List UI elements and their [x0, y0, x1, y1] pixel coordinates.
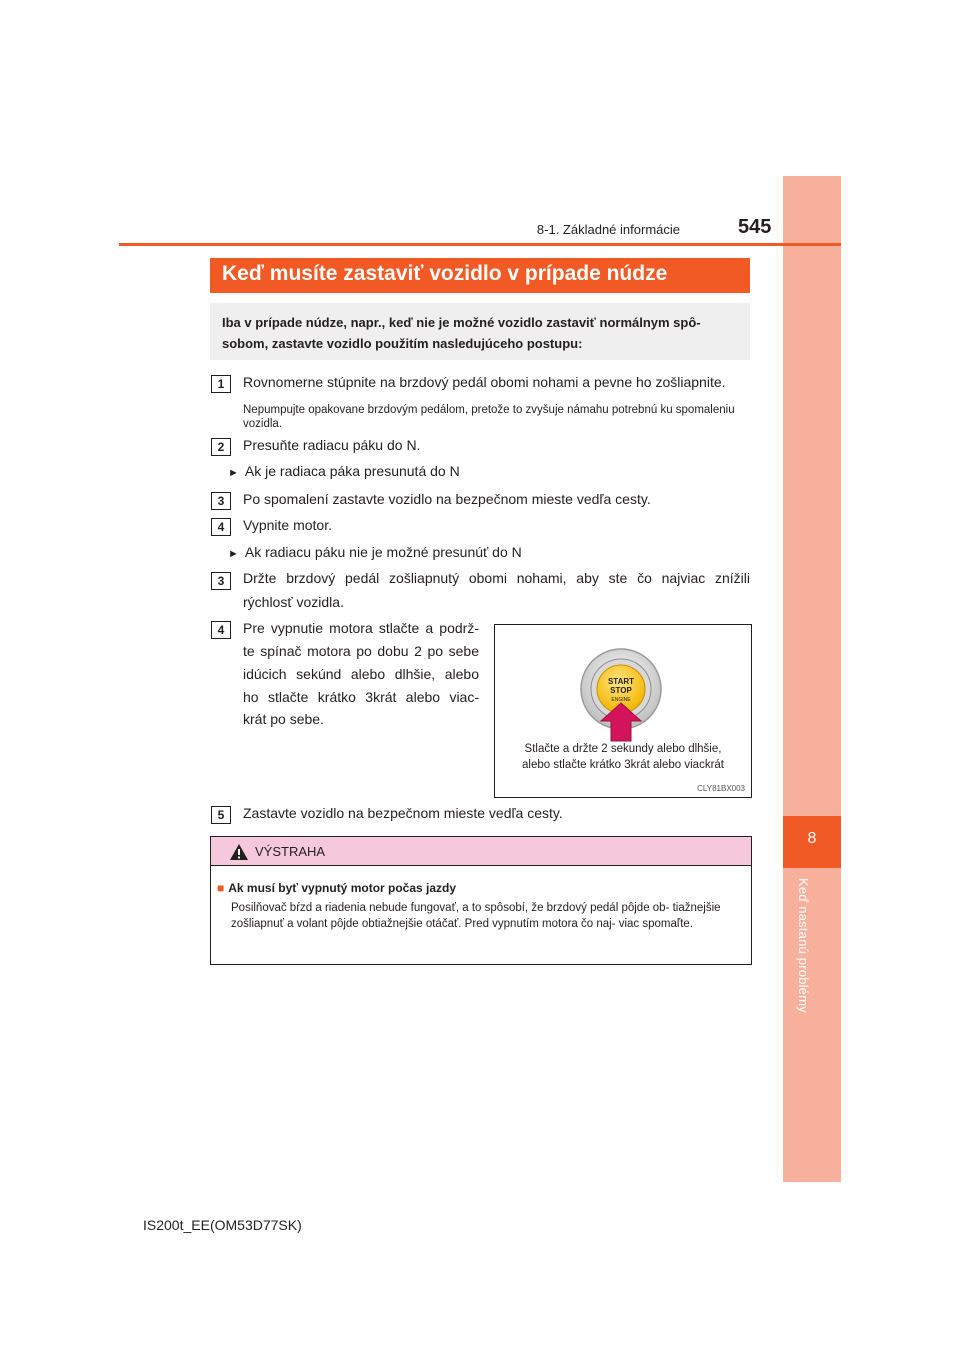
- warning-body: Posilňovač bŕzd a riadenia nebude fungovať, a to spôsobí, že brzdový pedál pôjde ob- tiažnejšie zošliapnuť a volant pôjde obtiažnejšie otáčať. Pred vypnutím motora čo naj- viac spomaľte.: [231, 902, 721, 930]
- page-number: 545: [738, 216, 772, 238]
- step-number: 1: [211, 375, 231, 393]
- step-text-line: ho stlačte krátko 3krát alebo viac-: [243, 689, 479, 705]
- chapter-number: 8: [807, 830, 817, 847]
- intro-box: [210, 303, 750, 360]
- section-title-bar: [210, 258, 750, 293]
- step-text: Vypnite motor.: [243, 517, 332, 533]
- chapter-label-text: Keď nastanú problémy: [796, 878, 811, 1013]
- step-number: 4: [211, 621, 231, 639]
- step-text: Po spomalení zastavte vozidlo na bezpečnom mieste vedľa cesty.: [243, 491, 651, 507]
- condition-text: Ak radiacu páku nie je možné presunúť do N: [244, 544, 522, 560]
- condition-line: [228, 544, 522, 560]
- figure-caption: [499, 741, 747, 773]
- caption-line: alebo stlačte krátko 3krát alebo viackrát: [522, 759, 724, 771]
- step-number: 3: [211, 492, 231, 510]
- condition-text: Ak je radiaca páka presunutá do N: [244, 463, 460, 479]
- section-header: 8-1. Základné informácie: [536, 222, 680, 237]
- section-title: Keď musíte zastaviť vozidlo v prípade núdze: [222, 262, 668, 285]
- engine-switch-illustration: [495, 625, 751, 745]
- button-label: STOP: [610, 686, 632, 695]
- arrow-right-icon: ►: [228, 548, 239, 560]
- step-text: Držte brzdový pedál zošliapnutý obomi nohami, aby ste čo najviac znížili: [243, 570, 750, 586]
- warning-box: [210, 836, 752, 965]
- step-text: Presuňte radiacu páku do N.: [243, 437, 421, 453]
- warning-triangle-icon: [229, 843, 249, 861]
- arrow-right-icon: ►: [228, 467, 239, 479]
- step-number: 5: [211, 806, 231, 824]
- button-label: ENGINE: [611, 697, 631, 703]
- caption-line: Stlačte a držte 2 sekundy alebo dlhšie,: [524, 743, 722, 755]
- warning-subtitle-line: [217, 881, 456, 895]
- footer-code: IS200t_EE(OM53D77SK): [143, 1217, 302, 1233]
- warning-subtitle: Ak musí byť vypnutý motor počas jazdy: [228, 881, 457, 895]
- condition-line: [228, 463, 460, 479]
- step-text-line: te spínač motora po dobu 2 po sebe: [243, 643, 479, 659]
- step-text-line: Pre vypnutie motora stlačte a podrž-: [243, 620, 479, 636]
- warning-header: [211, 837, 751, 866]
- step-number: 4: [211, 518, 231, 536]
- step-text-line: idúcich sekúnd alebo dlhšie, alebo: [243, 666, 479, 682]
- step-text-line: krát po sebe.: [243, 711, 324, 727]
- side-strip: [783, 176, 841, 1182]
- header-rule: [119, 243, 841, 246]
- step-number: 3: [211, 572, 231, 590]
- step-text: Rovnomerne stúpnite na brzdový pedál obomi nohami a pevne ho zošliapnite.: [243, 374, 726, 390]
- intro-text: Iba v prípade núdze, napr., keď nie je možné vozidlo zastaviť normálnym spô- sobom, zastavte vozidlo použitím nasledujúceho postupu:: [222, 315, 701, 351]
- step-note: Nepumpujte opakovane brzdovým pedálom, pretože to zvyšuje námahu potrebnú ku spomaleniu vozidla.: [243, 404, 735, 430]
- engine-switch-figure: [494, 624, 752, 798]
- step-text: Zastavte vozidlo na bezpečnom mieste vedľa cesty.: [243, 805, 563, 821]
- warning-title: VÝSTRAHA: [255, 844, 326, 859]
- step-number: 2: [211, 438, 231, 456]
- square-bullet-icon: ■: [217, 881, 225, 895]
- step-text-continued: rýchlosť vozidla.: [243, 594, 344, 610]
- chapter-tab: [783, 816, 841, 868]
- figure-code: CLY81BX003: [697, 784, 745, 793]
- chapter-label: [796, 878, 826, 1028]
- button-label: START: [607, 677, 635, 686]
